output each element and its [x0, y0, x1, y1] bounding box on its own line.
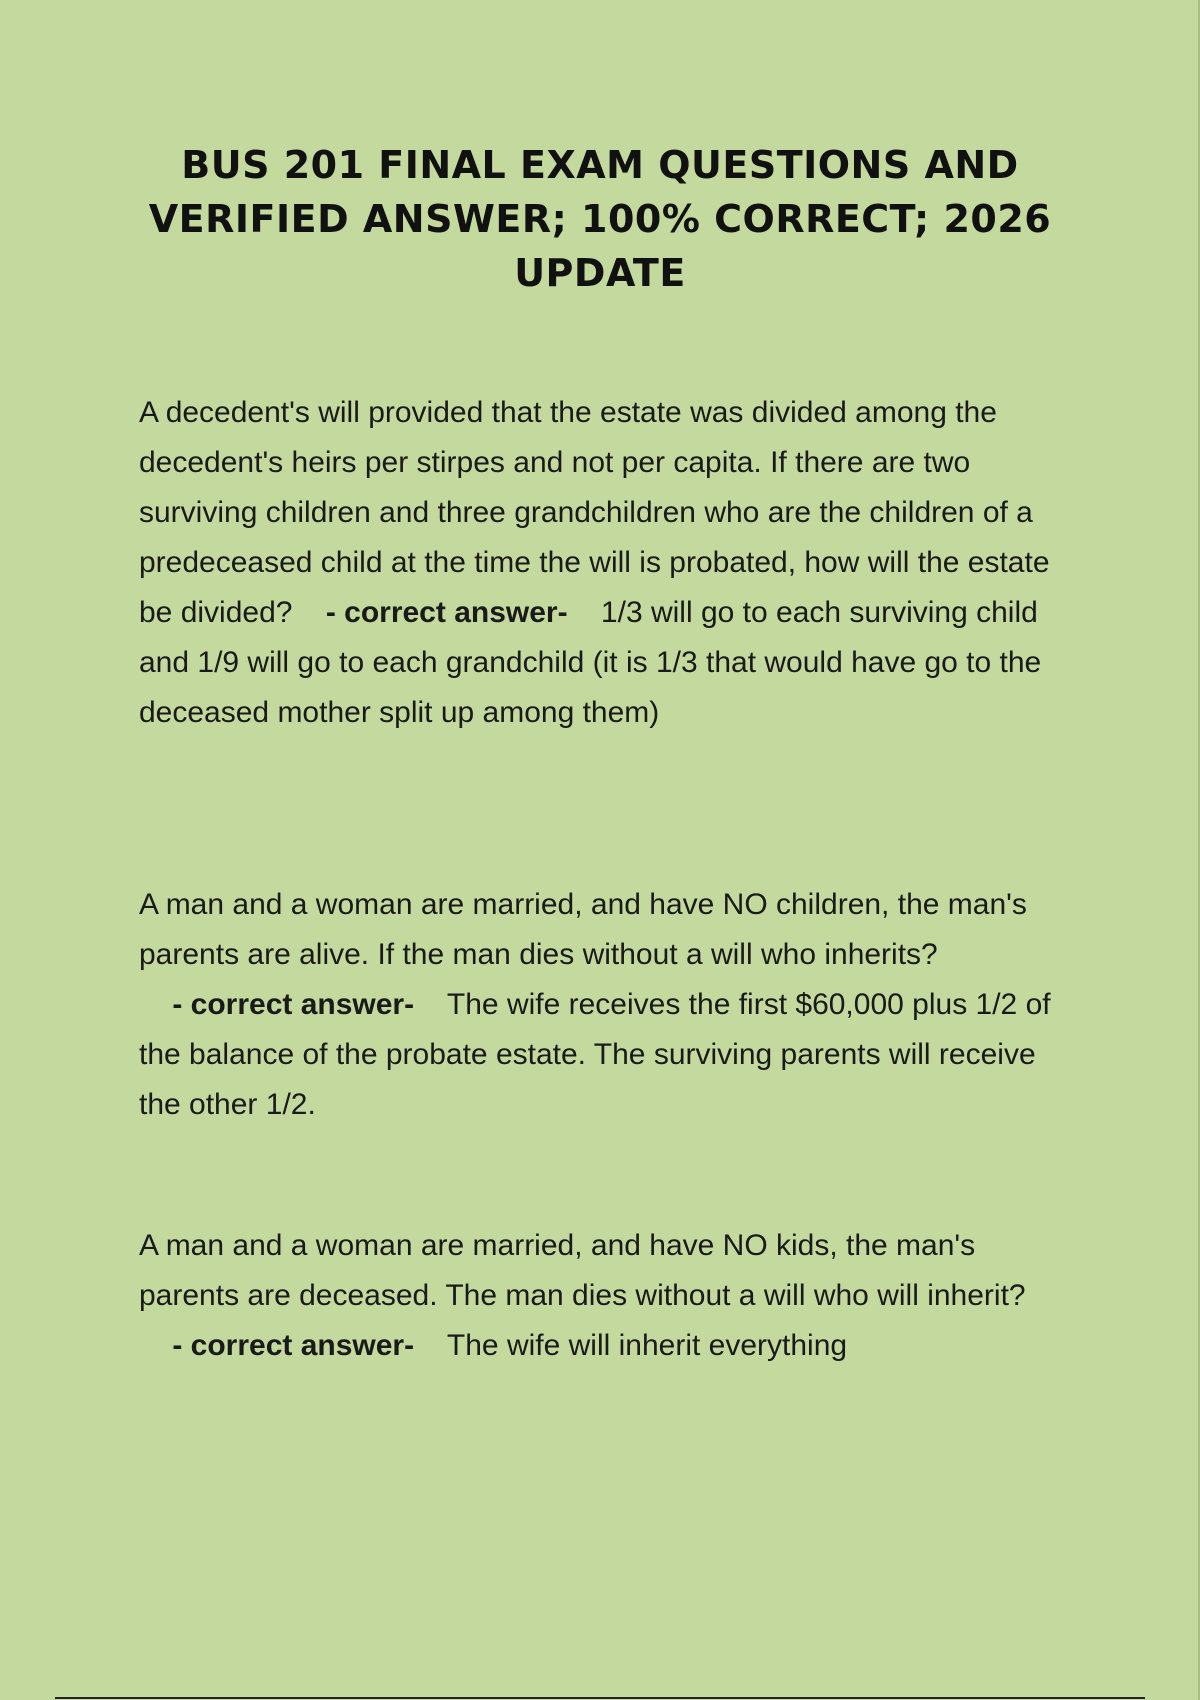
question-text: A man and a woman are married, and have NO kids, the man's parents are deceased. The man dies without a will who will inherit? — [139, 1229, 1026, 1312]
answer-marker: - correct answer- — [325, 596, 568, 629]
footer-divider — [55, 1697, 1145, 1699]
answer-marker: - correct answer- — [172, 988, 415, 1021]
question-text: A man and a woman are married, and have NO children, the man's parents are alive. If the man dies without a will who inherits? — [139, 888, 1027, 971]
answer-text: 1/3 will go to each surviving child and 1/9 will go to each grandchild (it is 1/3 that would have go to the deceased mother split up among them) — [139, 596, 1042, 729]
answer-marker: - correct answer- — [172, 1329, 415, 1362]
qa-entry — [139, 1221, 1069, 1371]
answer-text: The wife receives the first $60,000 plus 1/2 of the balance of the probate estate. The surviving parents will receive the other 1/2. — [139, 988, 1051, 1121]
document-title: BUS 201 FINAL EXAM QUESTIONS AND VERIFIED ANSWER; 100% CORRECT; 2026 UPDATE — [148, 143, 1052, 295]
question-text: A decedent's will provided that the estate was divided among the decedent's heirs per stirpes and not per capita. If there are two surviving children and three grandchildren who are the children of a predeceased child at the time the will is probated, how will the estate be divided? — [139, 396, 1050, 629]
qa-entry — [139, 880, 1069, 1130]
qa-entry — [139, 388, 1069, 738]
answer-text: The wife will inherit everything — [446, 1329, 848, 1362]
